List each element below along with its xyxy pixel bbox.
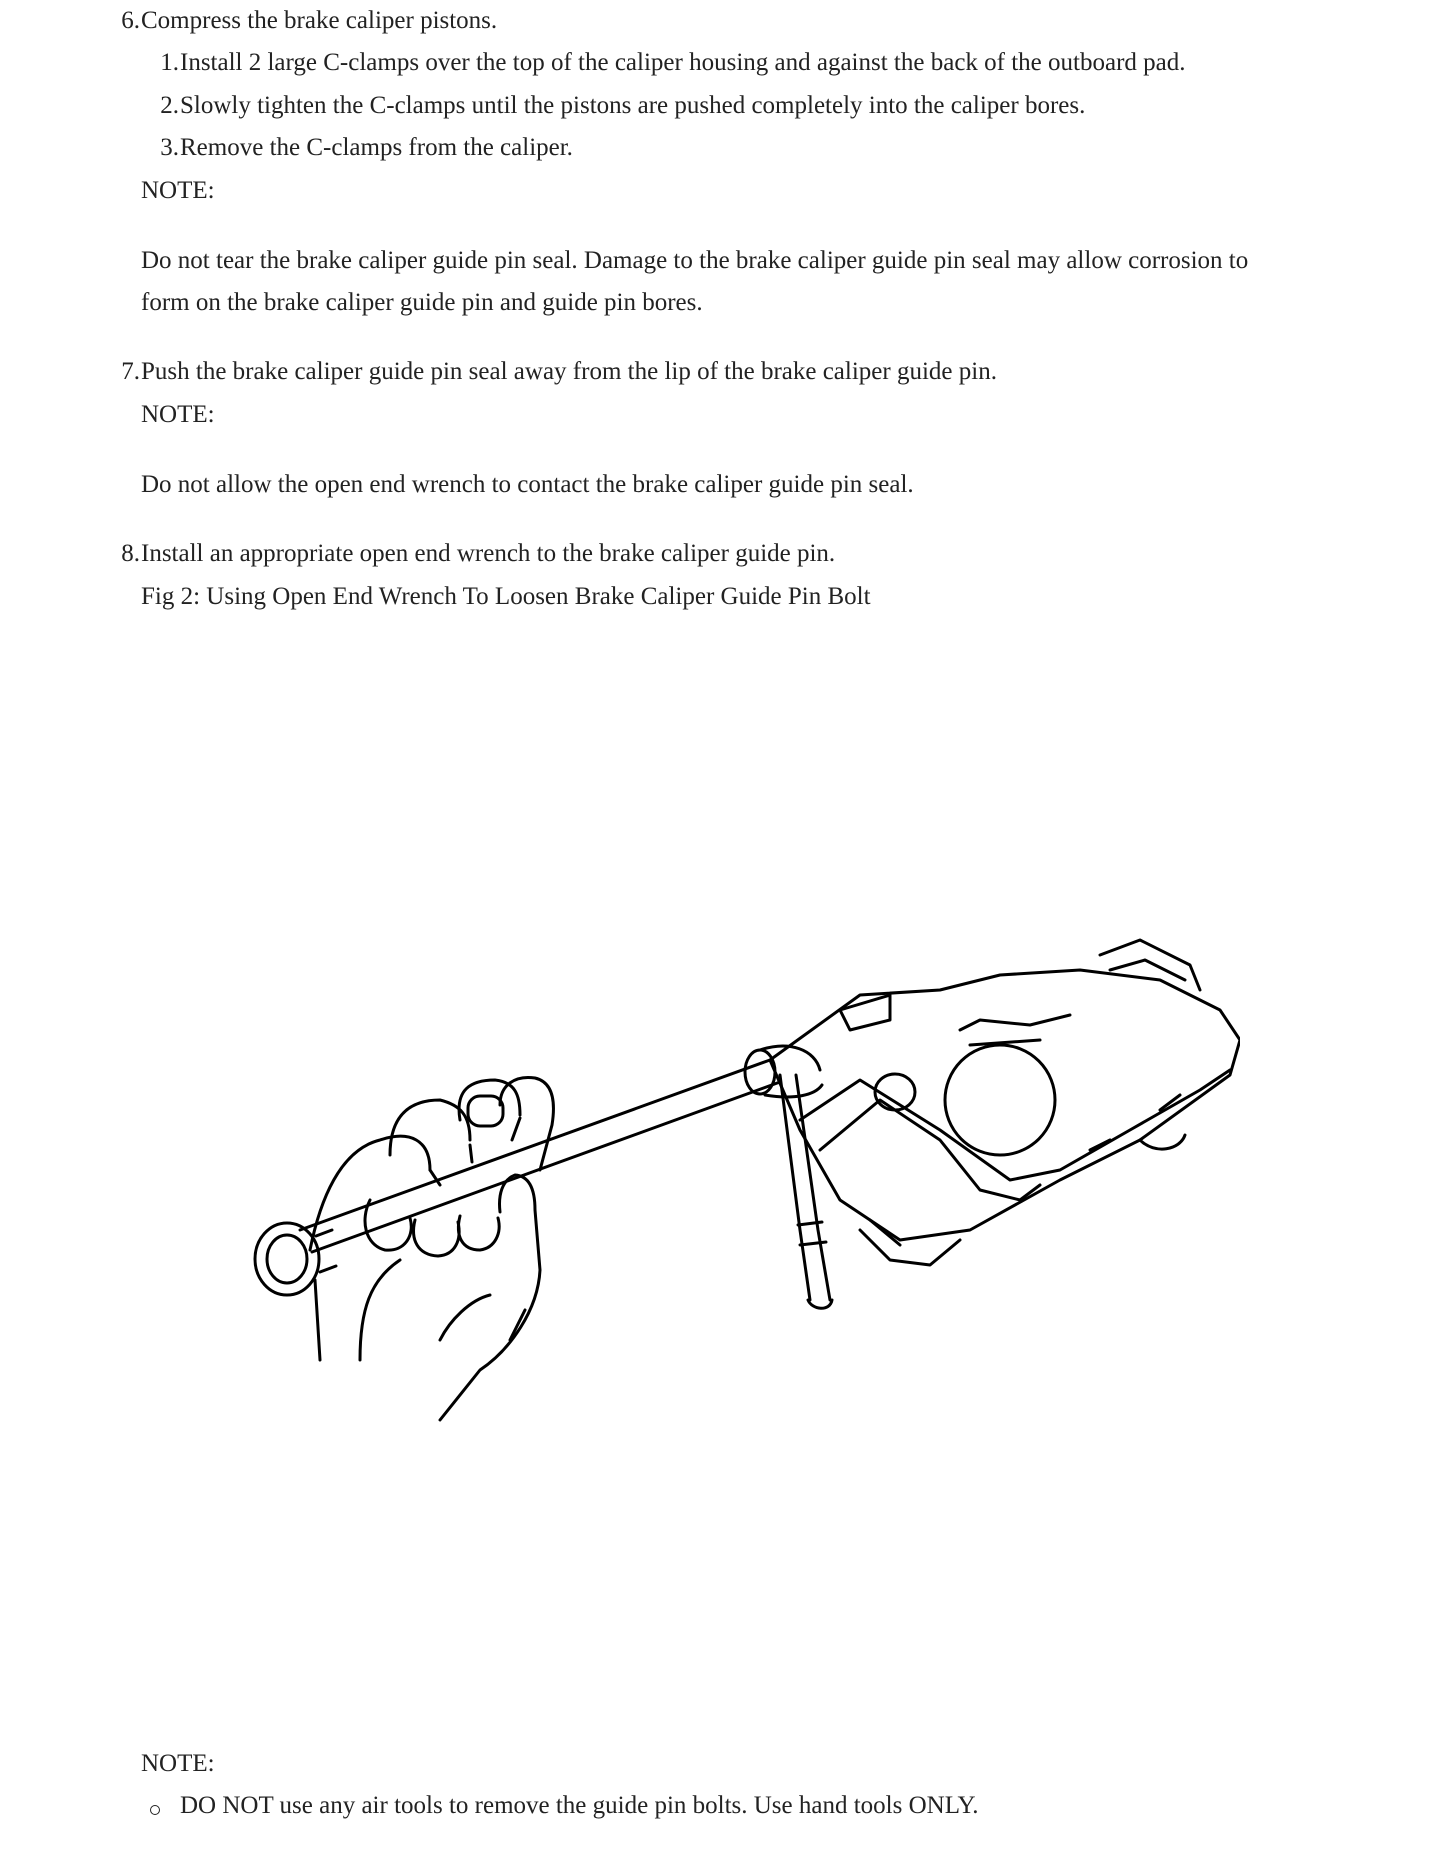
step-text: Push the brake caliper guide pin seal away from the lip of the brake caliper guide pin. xyxy=(141,358,997,385)
step-number: 7. xyxy=(121,358,140,385)
bullet-marker xyxy=(150,1805,160,1815)
step-text: Compress the brake caliper pistons. xyxy=(141,7,498,34)
substep-text: Install 2 large C-clamps over the top of the caliper housing and against the back of the outboard pad. xyxy=(180,49,1186,76)
step-number: 8. xyxy=(121,540,140,567)
note-text: Do not tear the brake caliper guide pin seal. Damage to the brake caliper guide pin seal may allow corrosion to xyxy=(141,247,1249,274)
note-text: Do not allow the open end wrench to contact the brake caliper guide pin seal. xyxy=(141,471,914,498)
note-label: NOTE: xyxy=(141,177,215,204)
figure-caption: Fig 2: Using Open End Wrench To Loosen Brake Caliper Guide Pin Bolt xyxy=(141,583,871,610)
substep-text: Slowly tighten the C-clamps until the pistons are pushed completely into the caliper bores. xyxy=(180,92,1086,119)
piston xyxy=(945,1045,1055,1155)
wrench-caliper-illustration xyxy=(240,900,1240,1440)
note-bullet-text: DO NOT use any air tools to remove the guide pin bolts. Use hand tools ONLY. xyxy=(180,1792,979,1819)
wrench-ring-inner xyxy=(267,1235,307,1283)
socket xyxy=(745,1046,832,1308)
step-number: 6. xyxy=(121,7,140,34)
brake-caliper xyxy=(770,940,1240,1265)
note-label: NOTE: xyxy=(141,1750,215,1777)
step-text: Install an appropriate open end wrench to the brake caliper guide pin. xyxy=(141,540,836,567)
note-label: NOTE: xyxy=(141,401,215,428)
substep-text: Remove the C-clamps from the caliper. xyxy=(180,134,573,161)
hand xyxy=(310,1077,553,1420)
substep-number: 2. xyxy=(160,92,179,119)
substep-number: 1. xyxy=(160,49,179,76)
wrench-bar xyxy=(300,1060,780,1252)
note-text: form on the brake caliper guide pin and guide pin bores. xyxy=(141,289,703,316)
substep-number: 3. xyxy=(160,134,179,161)
